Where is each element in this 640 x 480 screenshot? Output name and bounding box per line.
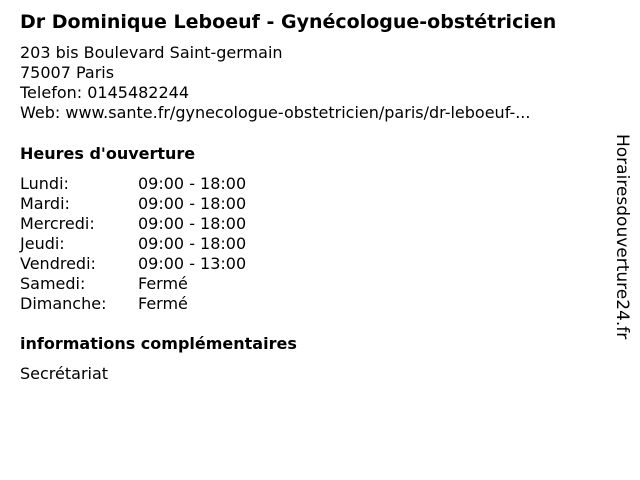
phone-number[interactable]: Telefon: 0145482244	[20, 83, 190, 102]
additional-info-heading: informations complémentaires	[20, 334, 297, 353]
website-link[interactable]: Web: www.sante.fr/gynecologue-obstetricien/paris/dr-leboeuf-...	[20, 103, 531, 122]
day-hours: Fermé	[138, 274, 188, 293]
day-label: Mardi:	[20, 194, 70, 213]
address-city: 75007 Paris	[20, 63, 115, 82]
day-label: Jeudi:	[20, 234, 65, 253]
contact-block	[20, 43, 530, 123]
opening-hours-heading: Heures d'ouverture	[20, 144, 196, 163]
day-label: Samedi:	[20, 274, 86, 293]
day-label: Vendredi:	[20, 254, 96, 273]
additional-info-text: Secrétariat	[20, 364, 109, 383]
day-hours: Fermé	[138, 294, 188, 313]
day-label: Mercredi:	[20, 214, 95, 233]
day-hours: 09:00 - 18:00	[138, 174, 247, 193]
day-hours: 09:00 - 18:00	[138, 194, 247, 213]
business-title: Dr Dominique Leboeuf - Gynécologue-obstétricien	[20, 11, 557, 33]
day-label: Lundi:	[20, 174, 69, 193]
day-label: Dimanche:	[20, 294, 107, 313]
site-watermark: Horairesdouverture24.fr	[612, 134, 632, 340]
day-hours: 09:00 - 18:00	[138, 214, 247, 233]
day-hours: 09:00 - 13:00	[138, 254, 247, 273]
address-street: 203 bis Boulevard Saint-germain	[20, 43, 283, 62]
day-hours: 09:00 - 18:00	[138, 234, 247, 253]
